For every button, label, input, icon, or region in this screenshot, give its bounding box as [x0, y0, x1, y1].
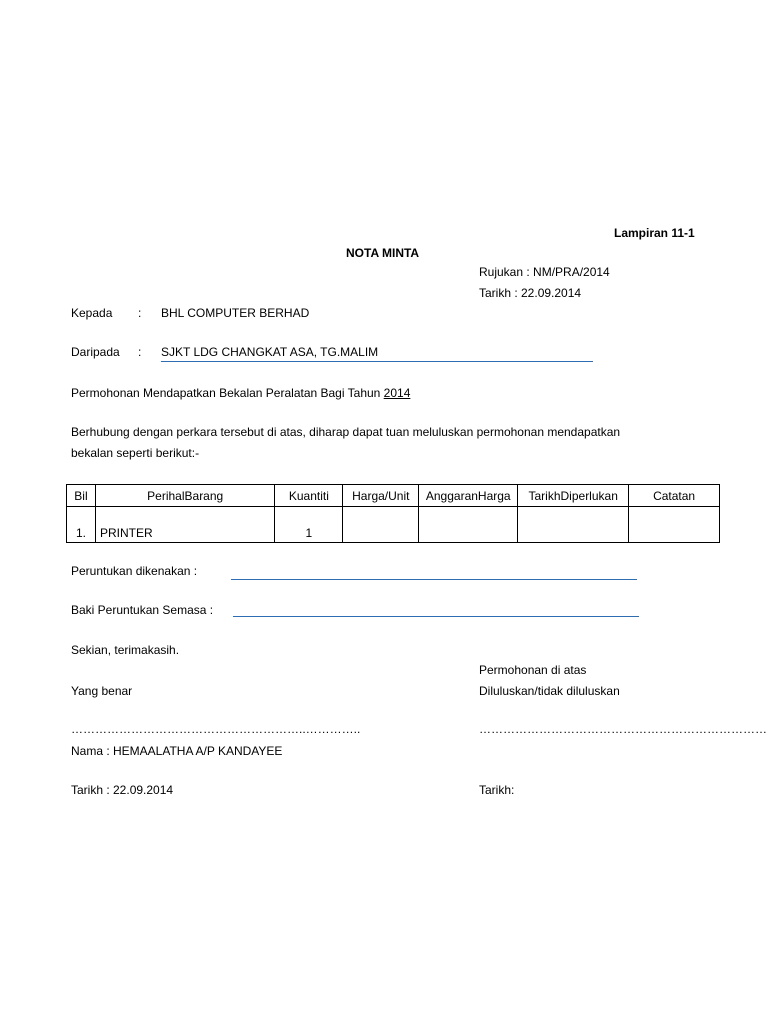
header-catatan: Catatan	[629, 485, 720, 507]
cell-perihal-barang: PRINTER	[95, 507, 274, 543]
table-header-row	[67, 485, 720, 507]
from-value: SJKT LDG CHANGKAT ASA, TG.MALIM	[161, 345, 379, 359]
allocation-charged-line	[231, 579, 637, 580]
header-perihal-barang: PerihalBarang	[95, 485, 274, 507]
to-colon: :	[138, 306, 142, 320]
from-label: Daripada	[71, 345, 120, 359]
cell-harga-unit	[343, 507, 419, 543]
cell-anggaran-harga	[419, 507, 518, 543]
approval-line-1: Permohonan di atas	[479, 663, 587, 677]
allocation-charged-label: Peruntukan dikenakan :	[71, 564, 198, 578]
items-table	[66, 484, 720, 543]
cell-catatan	[629, 507, 720, 543]
subject-line	[71, 386, 410, 400]
signature-dots-right: ………………………………………………………………	[479, 722, 767, 736]
signatory-name: Nama : HEMAALATHA A/P KANDAYEE	[71, 744, 283, 758]
table-row	[67, 507, 720, 543]
to-label: Kepada	[71, 306, 113, 320]
from-underline	[161, 361, 593, 362]
appendix-label: Lampiran 11-1	[614, 226, 695, 240]
document-title: NOTA MINTA	[346, 246, 420, 260]
cell-tarikh-diperlukan	[518, 507, 629, 543]
cell-bil: 1.	[67, 507, 96, 543]
subject-prefix: Permohonan Mendapatkan Bekalan Peralatan Bagi Tahun	[71, 386, 384, 400]
body-line-2: bekalan seperti berikut:-	[71, 446, 200, 460]
to-value: BHL COMPUTER BERHAD	[161, 306, 310, 320]
reference-number: Rujukan : NM/PRA/2014	[479, 265, 610, 279]
approval-line-2: Diluluskan/tidak diluluskan	[479, 684, 620, 698]
subject-year: 2014	[383, 386, 411, 400]
header-bil: Bil	[67, 485, 96, 507]
cell-kuantiti: 1	[275, 507, 343, 543]
closing-date-right: Tarikh:	[479, 783, 515, 797]
header-anggaran-harga: AnggaranHarga	[419, 485, 518, 507]
header-tarikh-diperlukan: TarikhDiperlukan	[518, 485, 629, 507]
closing-thanks: Sekian, terimakasih.	[71, 643, 180, 657]
from-colon: :	[138, 345, 142, 359]
closing-yours: Yang benar	[71, 684, 133, 698]
closing-date-left: Tarikh : 22.09.2014	[71, 783, 174, 797]
allocation-balance-line	[233, 616, 639, 617]
header-date: Tarikh : 22.09.2014	[479, 286, 582, 300]
body-line-1: Berhubung dengan perkara tersebut di atas, diharap dapat tuan meluluskan permohonan mendapatkan	[71, 425, 621, 439]
signature-dots-left: …………………………………………………..…………..	[71, 722, 361, 736]
header-harga-unit: Harga/Unit	[343, 485, 419, 507]
header-kuantiti: Kuantiti	[275, 485, 343, 507]
allocation-balance-label: Baki Peruntukan Semasa :	[71, 603, 214, 617]
